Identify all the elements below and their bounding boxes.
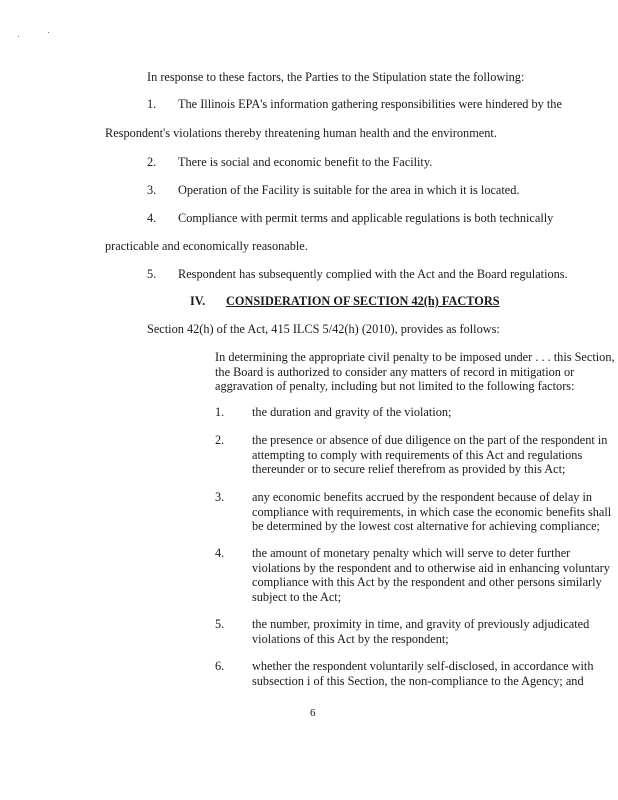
section-number: IV. <box>190 294 206 308</box>
stipulation-number: 2. <box>147 155 157 169</box>
quote-line: the Board is authorized to consider any matters of record in mitigation or <box>215 364 575 379</box>
stipulation-number: 1. <box>147 97 157 111</box>
stipulation-text: Operation of the Facility is suitable for the area in which it is located. <box>178 183 520 197</box>
factor-text <box>252 659 593 688</box>
factor-line: subsection i of this Section, the non-compliance to the Agency; and <box>252 673 584 688</box>
scan-speck <box>48 32 49 33</box>
factor-line: the presence or absence of due diligence on the part of the respondent in <box>252 433 608 447</box>
factor-number: 4. <box>215 546 225 560</box>
factor-line: attempting to comply with requirements of this Act and regulations <box>252 447 583 462</box>
factor-line: compliance with requirements, in which case the economic benefits shall <box>252 504 612 519</box>
factor-number: 1. <box>215 405 225 419</box>
factor-line: the amount of monetary penalty which will serve to deter further <box>252 546 571 560</box>
factor-line: violations of this Act by the respondent; <box>252 631 449 646</box>
stipulation-text: There is social and economic benefit to the Facility. <box>178 155 433 169</box>
statute-quote <box>215 350 615 394</box>
stipulation-text-cont: practicable and economically reasonable. <box>105 239 308 253</box>
factor-line: the number, proximity in time, and gravity of previously adjudicated <box>252 617 590 631</box>
factor-line: thereunder or to secure relief therefrom as provided by this Act; <box>252 462 566 476</box>
stipulation-number: 5. <box>147 267 157 281</box>
factor-line: violations by the respondent and to otherwise aid in enhancing voluntary <box>252 560 610 575</box>
page-number: 6 <box>310 707 316 719</box>
stipulation-number: 4. <box>147 211 157 225</box>
factor-line: compliance with this Act by the respondent and other persons similarly <box>252 575 602 589</box>
factor-text <box>252 490 611 534</box>
section-heading: CONSIDERATION OF SECTION 42(h) FACTORS <box>226 294 500 308</box>
section-intro: Section 42(h) of the Act, 415 ILCS 5/42(h) (2010), provides as follows: <box>147 322 500 336</box>
factor-text <box>252 405 451 420</box>
factor-line: the duration and gravity of the violation; <box>252 405 452 419</box>
factor-number: 5. <box>215 617 225 631</box>
factor-number: 6. <box>215 659 225 673</box>
factor-line: subject to the Act; <box>252 589 342 604</box>
stipulation-text: The Illinois EPA's information gathering responsibilities were hindered by the <box>178 97 562 111</box>
factor-text <box>252 546 610 604</box>
factor-line: be determined by the lowest cost alternative for achieving compliance; <box>252 519 600 533</box>
stipulation-text: Compliance with permit terms and applicable regulations is both technically <box>178 211 554 225</box>
factor-text <box>252 617 589 646</box>
stipulation-text: Respondent has subsequently complied with the Act and the Board regulations. <box>178 267 568 281</box>
factor-line: any economic benefits accrued by the respondent because of delay in <box>252 490 593 504</box>
factor-number: 2. <box>215 433 225 447</box>
quote-line: aggravation of penalty, including but not limited to the following factors: <box>215 379 575 393</box>
factor-text <box>252 433 607 477</box>
factor-line: whether the respondent voluntarily self-disclosed, in accordance with <box>252 659 594 673</box>
stipulation-text-cont: Respondent's violations thereby threatening human health and the environment. <box>105 126 497 140</box>
stipulation-number: 3. <box>147 183 157 197</box>
scan-speck <box>18 36 19 37</box>
factor-number: 3. <box>215 490 225 504</box>
quote-line: In determining the appropriate civil penalty to be imposed under . . . this Section, <box>215 350 615 364</box>
intro-paragraph: In response to these factors, the Parties to the Stipulation state the following: <box>147 70 525 84</box>
